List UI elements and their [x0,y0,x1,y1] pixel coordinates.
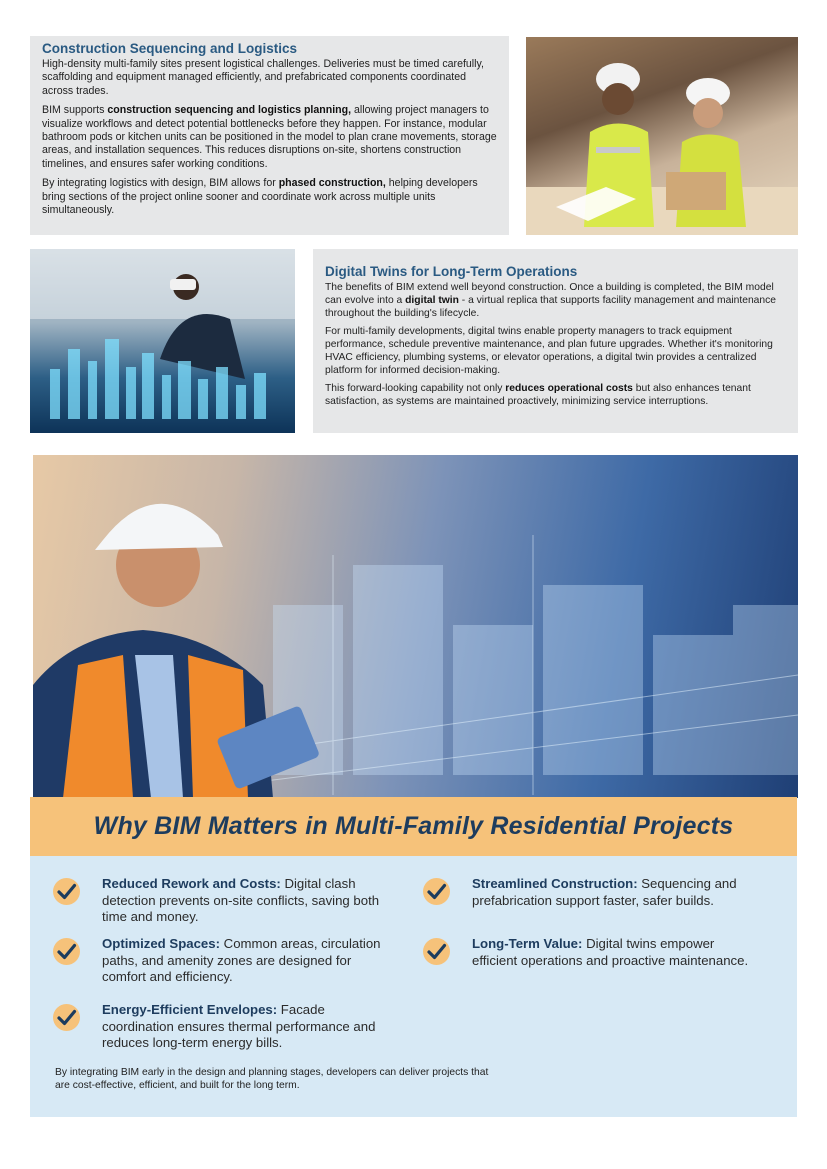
benefit-text: Optimized Spaces: Common areas, circulation paths, and amenity zones are designed for comfort and efficiency. [102,936,381,985]
benefit-text: Energy-Efficient Envelopes: Facade coordination ensures thermal performance and reduces long-term energy bills. [102,1002,376,1051]
digital-twins-paragraph-2: For multi-family developments, digital twins enable property managers to track equipment performance, schedule preventive maintenance, and plan future upgrades. Whether it's monitoring HVAC efficiency, plumbing systems, or elevator operations, a digital twin provides a centralized platform for informed decision-making. [325,326,773,376]
workers-photo [526,37,798,235]
engineer-digital-city-photo [33,455,798,798]
logistics-title: Construction Sequencing and Logistics [42,41,298,56]
footer-text: By integrating BIM early in the design and planning stages, developers can deliver projects that are cost-effective, efficient, and built for the long term. [55,1067,489,1091]
logistics-paragraph-3: By integrating logistics with design, BIM allows for phased construction, helping developers bring sections of the project online sooner and coordinate work across multiple units simultaneously. [42,177,478,217]
logistics-section [30,36,509,235]
digital-twins-paragraph-1: The benefits of BIM extend well beyond construction. Once a building is completed, the BIM model can evolve into a digital twin - a virtual replica that supports facility management and maintenance throughout the building's lifecycle. [325,282,777,319]
checkmark-icon [53,938,80,965]
benefit-text: Streamlined Construction: Sequencing and prefabrication support faster, safer builds. [472,876,737,908]
checkmark-icon [423,938,450,965]
logistics-paragraph-1: High-density multi-family sites present logistical challenges. Deliveries must be timed carefully, scaffolding and equipment managed efficiently, and prefabricated components coordinated across trades. [42,58,484,97]
benefit-item [53,1002,383,1052]
benefit-item [53,936,383,986]
banner [30,797,797,856]
digital-twins-paragraph-3: This forward-looking capability not only reduces operational costs but also enhances tenant satisfaction, as systems are maintained proactively, minimizing service interruptions. [325,383,751,407]
benefits-panel [30,856,797,1117]
benefit-text: Long-Term Value: Digital twins empower efficient operations and proactive maintenance. [472,936,749,968]
checkmark-icon [53,878,80,905]
checkmark-icon [423,878,450,905]
banner-title: Why BIM Matters in Multi-Family Residential Projects [93,812,734,840]
vr-hologram-photo [30,249,295,433]
digital-twins-section [313,249,798,433]
benefit-item [53,876,383,926]
logistics-paragraph-2: BIM supports construction sequencing and logistics planning, allowing project managers to visualize workflows and detect potential bottlenecks before they happen. For instance, modular bathroom pods or kitchen units can be positioned in the model to plan crane movements, storage areas, and installation sequences. This reduces disruptions on-site, shortens construction timelines, and ensures safer working conditions. [42,104,497,170]
benefit-item [423,936,753,969]
benefit-text: Reduced Rework and Costs: Digital clash detection prevents on-site conflicts, saving both time and money. [102,876,380,925]
digital-twins-title: Digital Twins for Long-Term Operations [325,264,578,279]
checkmark-icon [53,1004,80,1031]
benefit-item [423,876,753,909]
